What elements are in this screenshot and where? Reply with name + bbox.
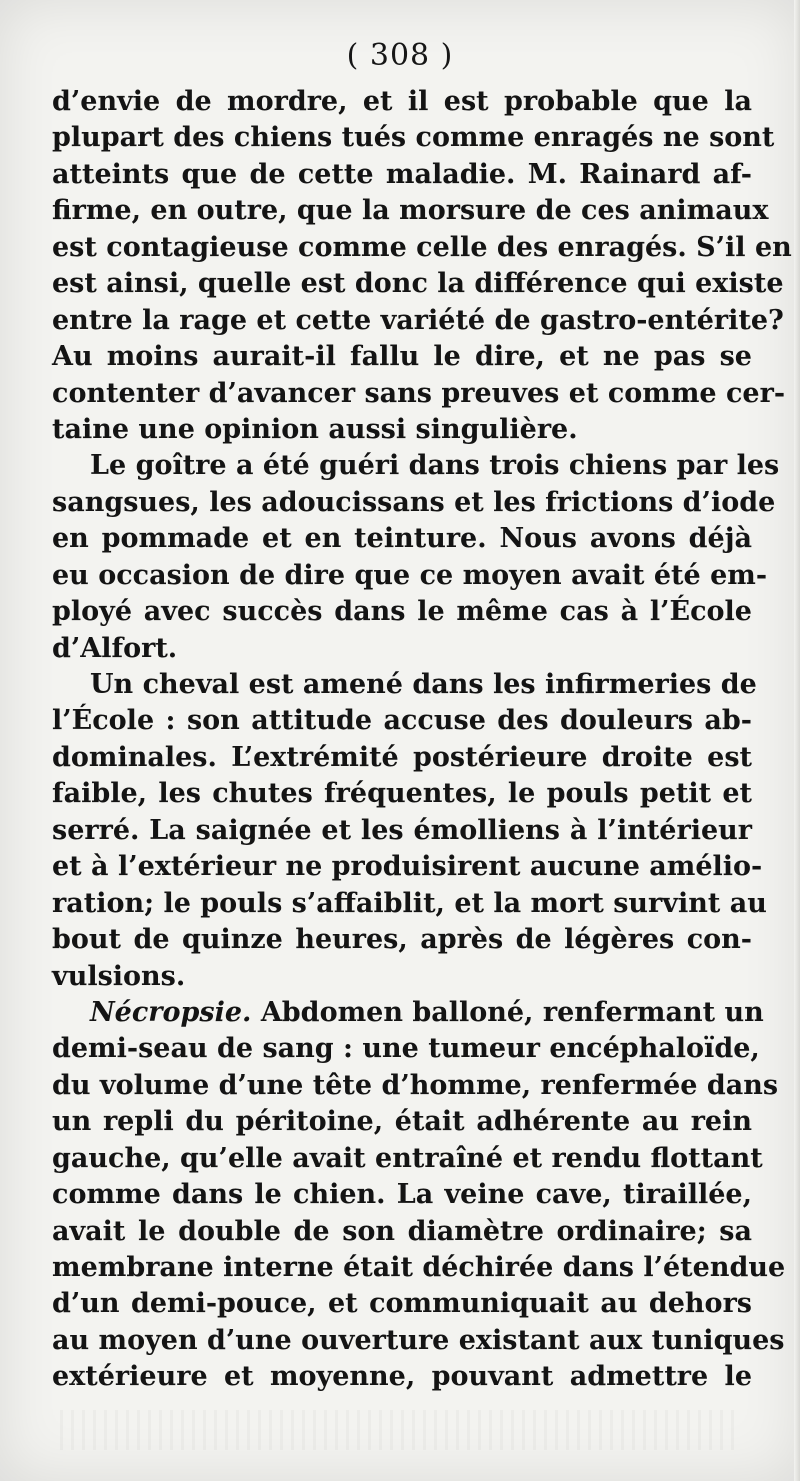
text-line [52, 922, 752, 958]
text-line [52, 1214, 752, 1250]
text-line [52, 1250, 786, 1286]
text-line [52, 376, 786, 412]
text-line [52, 120, 775, 156]
text-line [52, 193, 769, 229]
text-line [52, 703, 752, 739]
text-line [52, 448, 780, 484]
italic-lead: Nécropsie. [90, 996, 252, 1028]
line-text: ration; le pouls s’affaiblit, et la mort survint au [52, 887, 767, 919]
line-text: en pommade et en teinture. Nous avons déjà [52, 523, 752, 555]
line-text: d’un demi-pouce, et communiquait au dehors [52, 1288, 752, 1320]
bleed-through-smudge [60, 1410, 740, 1450]
line-text: sangsues, les adoucissans et les frictions d’iode [52, 486, 776, 518]
line-text: entre la rage et cette variété de gastro-entérite? [52, 304, 784, 336]
line-text: demi-seau de sang : une tumeur encéphaloïde, [52, 1033, 760, 1065]
line-text: est ainsi, quelle est donc la différence qui existe [52, 268, 784, 300]
line-text: d’Alfort. [52, 632, 178, 664]
line-text: atteints que de cette maladie. M. Rainard af- [52, 158, 752, 190]
line-text: firme, en outre, que la morsure de ces animaux [52, 195, 769, 227]
line-text: Abdomen balloné, renfermant un [260, 996, 764, 1028]
text-line [52, 740, 752, 776]
body-text [52, 84, 792, 1396]
text-line [52, 1177, 752, 1213]
line-text: l’École : son attitude accuse des douleurs ab- [52, 705, 752, 737]
text-line [52, 886, 767, 922]
line-text: vulsions. [52, 960, 186, 992]
line-text: extérieure et moyenne, pouvant admettre le [52, 1361, 752, 1393]
text-line [52, 631, 752, 667]
line-text: dominales. L’extrémité postérieure droite est [52, 741, 752, 773]
line-text: d’envie de mordre, et il est probable que la [52, 86, 752, 117]
text-line [52, 1104, 752, 1140]
line-text: gauche, qu’elle avait entraîné et rendu flottant [52, 1142, 763, 1174]
page-edge-shadow [794, 0, 800, 1481]
text-line [52, 266, 784, 302]
text-line [52, 849, 763, 885]
line-text: Un cheval est amené dans les infirmeries de [90, 669, 757, 700]
text-line [52, 558, 768, 594]
line-text: eu occasion de dire que ce moyen avait été em- [52, 559, 768, 591]
line-text: plupart des chiens tués comme enragés ne sont [52, 122, 775, 154]
line-text: membrane interne était déchirée dans l’étendue [52, 1252, 786, 1283]
line-text: comme dans le chien. La veine cave, tiraillée, [52, 1179, 752, 1211]
text-line [52, 959, 752, 995]
text-line [52, 230, 792, 266]
text-line [52, 995, 764, 1031]
line-text: avait le double de son diamètre ordinaire; sa [52, 1215, 752, 1247]
line-text: et à l’extérieur ne produisirent aucune amélio- [52, 851, 763, 883]
line-text: bout de quinze heures, après de légères con- [52, 924, 752, 956]
text-line [52, 1031, 760, 1067]
text-line [52, 667, 757, 703]
text-line [52, 813, 752, 849]
text-line [52, 1323, 785, 1359]
line-text: faible, les chutes fréquentes, le pouls petit et [52, 778, 752, 810]
line-text: taine une opinion aussi singulière. [52, 413, 578, 445]
text-line [52, 412, 752, 448]
text-line [52, 1286, 752, 1322]
text-line [52, 594, 752, 630]
text-line [52, 1359, 752, 1395]
text-line [52, 1141, 763, 1177]
text-line [52, 776, 752, 812]
text-line [52, 303, 784, 339]
line-text: ployé avec succès dans le même cas à l’École [52, 596, 752, 628]
line-text: un repli du péritoine, était adhérente au rein [52, 1106, 752, 1138]
page-number: ( 308 ) [346, 38, 454, 73]
line-text: serré. La saignée et les émolliens à l’intérieur [52, 814, 752, 846]
text-line [52, 84, 752, 120]
text-line [52, 521, 752, 557]
line-text: du volume d’une tête d’homme, renfermée dans [52, 1069, 779, 1101]
text-line [52, 157, 752, 193]
text-line [52, 1068, 779, 1104]
line-text: Au moins aurait-il fallu le dire, et ne pas se [52, 341, 752, 373]
line-text: est contagieuse comme celle des enragés. S’il en [52, 231, 792, 263]
line-text: Le goître a été guéri dans trois chiens par les [90, 450, 780, 482]
text-line [52, 339, 752, 375]
line-text: au moyen d’une ouverture existant aux tuniques [52, 1324, 785, 1356]
text-line [52, 485, 776, 521]
line-text: contenter d’avancer sans preuves et comme cer- [52, 377, 786, 409]
